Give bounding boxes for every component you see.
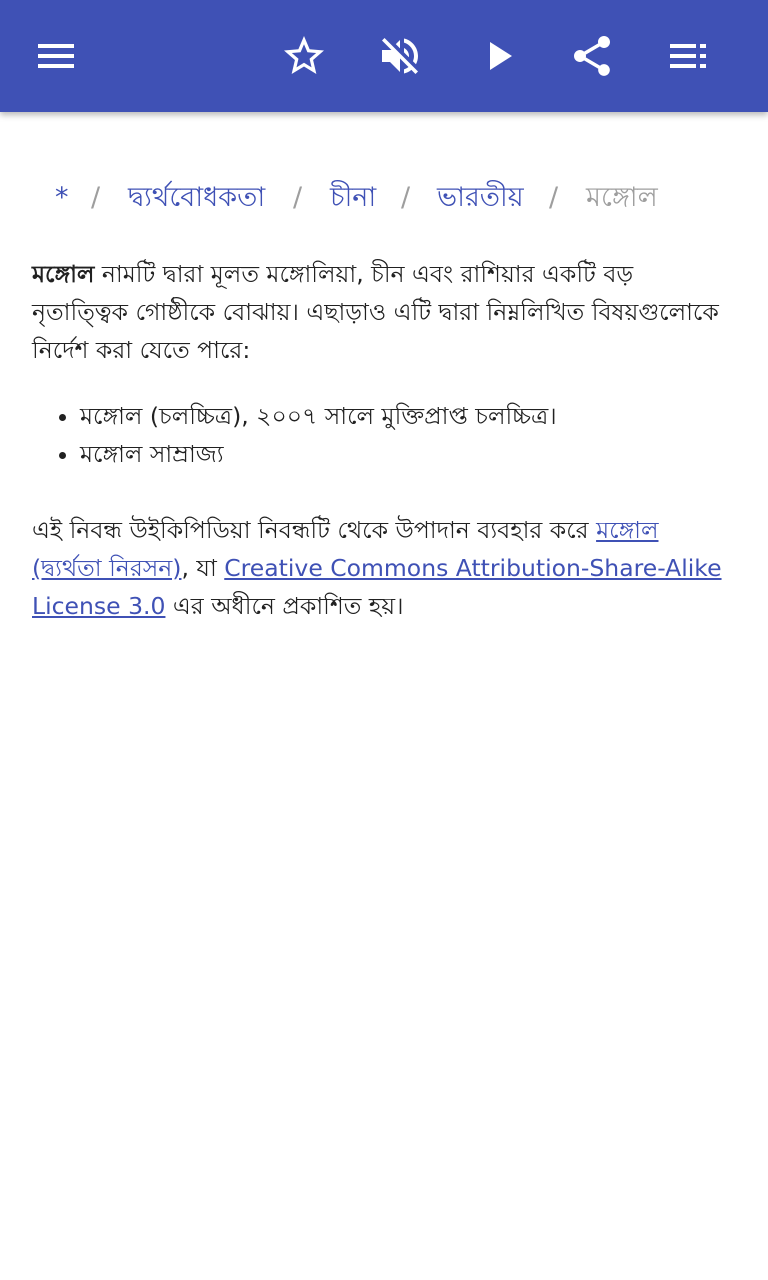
breadcrumb-separator: / [293, 182, 303, 213]
attribution-paragraph [32, 511, 732, 625]
star-outline-icon [280, 32, 328, 80]
menu-button[interactable] [28, 28, 84, 84]
breadcrumb-separator: / [549, 182, 559, 213]
play-icon [474, 32, 522, 80]
share-icon [568, 32, 616, 80]
attribution-text: এই নিবন্ধ উইকিপিডিয়া নিবন্ধটি থেকে উপাদান ব্যবহার করে [32, 516, 597, 544]
contents-button[interactable] [660, 28, 716, 84]
play-button[interactable] [470, 28, 526, 84]
article-content [32, 255, 732, 625]
attribution-text: , যা [181, 554, 225, 582]
breadcrumb-item-current: মঙ্গোল [586, 182, 658, 213]
breadcrumb-separator: / [401, 182, 411, 213]
mute-button[interactable] [372, 28, 428, 84]
intro-text: নামটি দ্বারা মূলত মঙ্গোলিয়া, চীন এবং রাশিয়ার একটি বড় নৃতাত্ত্বিক গোষ্ঠীকে বোঝায়। এছাড়াও এটি দ্বারা নিম্নলিখিত বিষয়গুলোকে নির্দেশ করা যেতে পারে: [32, 260, 719, 364]
list-item: • মঙ্গোল সাম্রাজ্য [80, 435, 732, 473]
playlist-icon [664, 32, 712, 80]
bold-term: মঙ্গোল [32, 260, 95, 288]
breadcrumb-separator: / [91, 182, 101, 213]
license-link[interactable]: Creative Commons Attribution-Share-Alike License 3.0 [32, 554, 722, 620]
share-button[interactable] [564, 28, 620, 84]
volume-off-icon [376, 32, 424, 80]
breadcrumb-item-indian[interactable]: ভারতীয় [437, 182, 524, 213]
breadcrumb [0, 176, 768, 220]
source-article-link[interactable]: মঙ্গোল (দ্ব্যর্থতা নিরসন) [32, 516, 659, 582]
app-toolbar [0, 0, 768, 112]
bookmark-button[interactable] [276, 28, 332, 84]
intro-paragraph [32, 255, 732, 369]
breadcrumb-item-root[interactable]: * [55, 182, 69, 213]
list-item: • মঙ্গোল (চলচ্চিত্র), ২০০৭ সালে মুক্তিপ্রাপ্ত চলচ্চিত্র। [80, 397, 732, 435]
breadcrumb-item-disambiguation[interactable]: দ্ব্যর্থবোধকতা [128, 182, 266, 213]
meaning-list [32, 397, 732, 473]
attribution-text: এর অধীনে প্রকাশিত হয়। [165, 592, 404, 620]
menu-icon [32, 32, 80, 80]
breadcrumb-item-chinese[interactable]: চীনা [330, 182, 377, 213]
